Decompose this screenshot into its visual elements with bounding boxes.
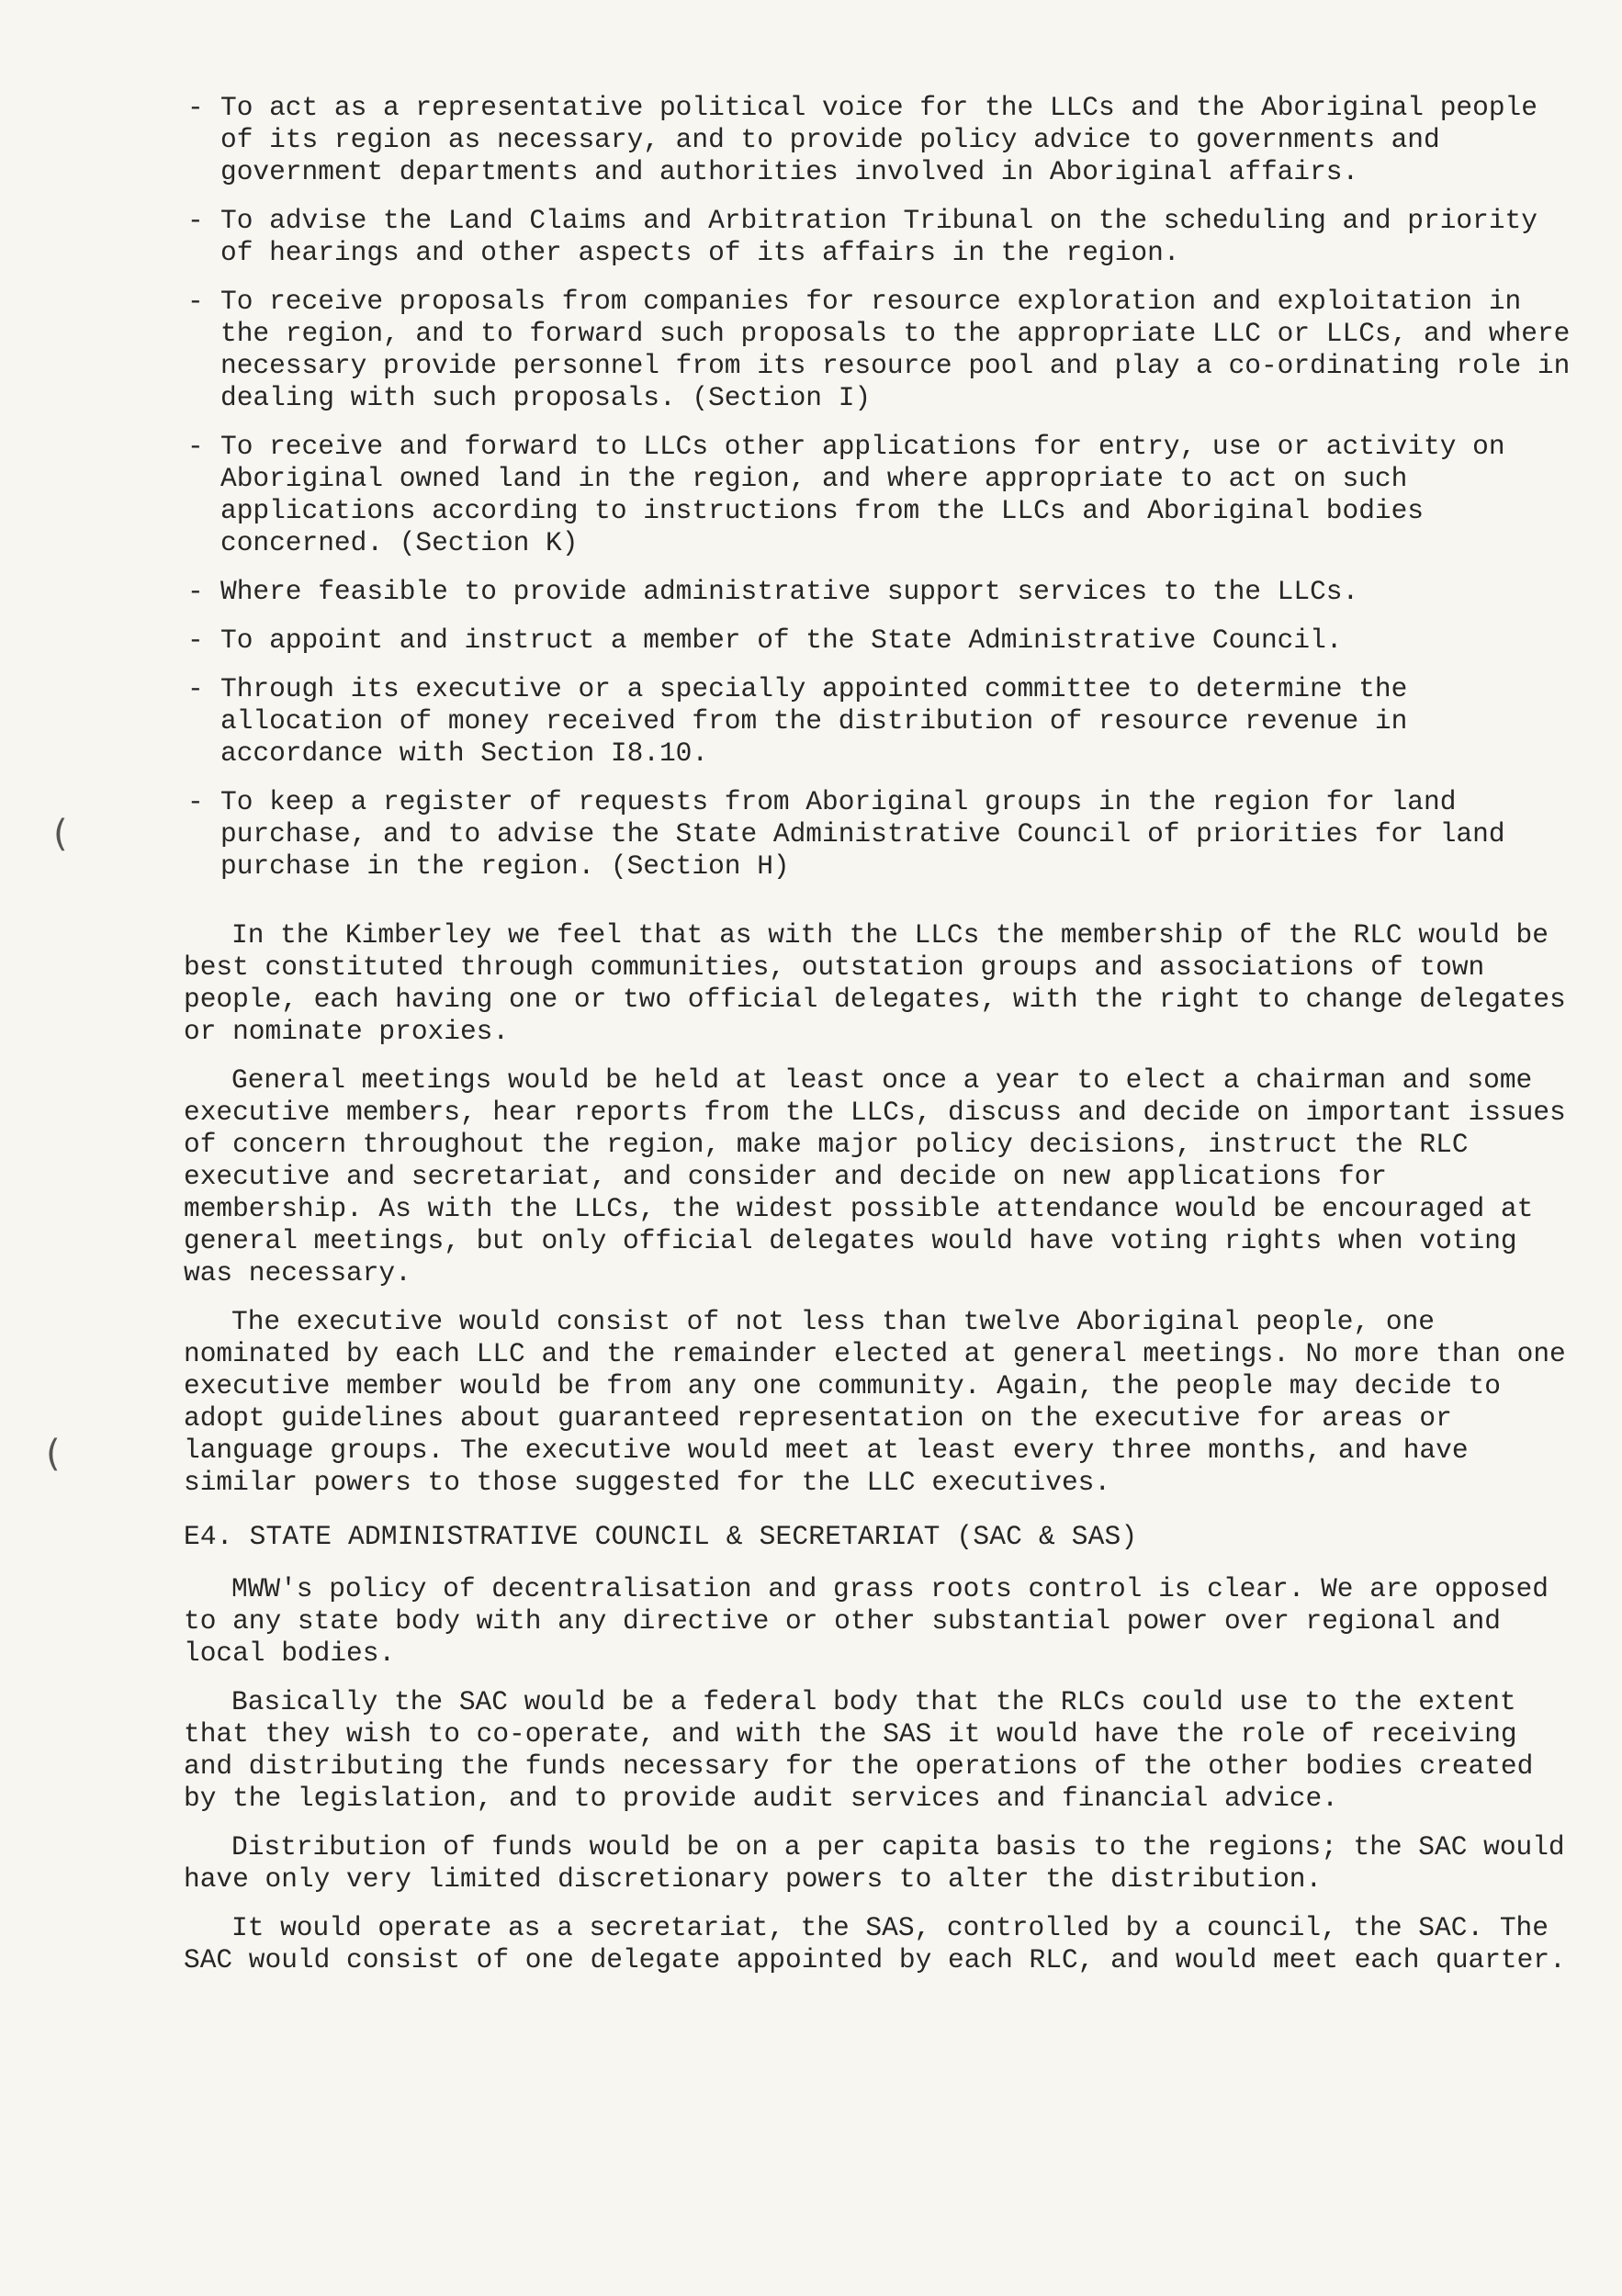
rlc-executive-paragraph: The executive would consist of not less than twelve Aboriginal people, one nominated by each LLC and the remainder elected at general meetings. No more than one executive member would be from any one community. Again, the people may decide to adopt guidelines about guaranteed representation on the executive for areas or language groups. The executive would meet at least every three months, and have similar powers to those suggested for the LLC executives.	[184, 1306, 1566, 1498]
list-item-text: To receive and forward to LLCs other applications for entry, use or activity on Aboriginal owned land in the region, and where appropriate to act on such applications according to instructions from the LLCs and Aboriginal bodies concerned. (Section K)	[220, 431, 1505, 558]
sac-role-paragraph: Basically the SAC would be a federal body that the RLCs could use to the extent that they wish to co-operate, and with the SAS it would have the role of receiving and distributing the funds necessary for the operations of the other bodies created by the legislation, and to provide audit services and financial advice.	[184, 1686, 1534, 1814]
list-item	[184, 431, 1580, 559]
sac-policy-paragraph: MWW's policy of decentralisation and grass roots control is clear. We are opposed to any state body with any directive or other substantial power over regional and local bodies.	[184, 1573, 1549, 1669]
list-item	[184, 576, 1580, 608]
margin-bracket-mark: (	[46, 1433, 61, 1475]
margin-bracket-mark: (	[53, 813, 68, 855]
list-item-text: To keep a register of requests from Aboriginal groups in the region for land purchase, and to advise the State Administrative Council of priorities for land purchase in the region. (Section H)	[220, 786, 1505, 882]
bullet-dash: -	[187, 286, 204, 317]
list-item	[184, 625, 1580, 657]
list-item	[184, 786, 1580, 883]
list-item-text: To advise the Land Claims and Arbitration Tribunal on the scheduling and priority of hearings and other aspects of its affairs in the region.	[220, 205, 1538, 268]
bullet-dash: -	[187, 92, 204, 123]
bullet-dash: -	[187, 625, 204, 656]
rlc-general-meetings-paragraph: General meetings would be held at least once a year to elect a chairman and some executive members, hear reports from the LLCs, discuss and decide on important issues of concern throughout the region, make major policy decisions, instruct the RLC executive and secretariat, and consider and decide on new applications for membership. As with the LLCs, the widest possible attendance would be encouraged at general meetings, but only official delegates would have voting rights when voting was necessary.	[184, 1064, 1566, 1289]
list-item	[184, 673, 1580, 770]
bullet-dash: -	[187, 786, 204, 817]
section-heading: E4. STATE ADMINISTRATIVE COUNCIL & SECRETARIAT (SAC & SAS)	[184, 1521, 1138, 1552]
spacer	[184, 899, 1580, 919]
bullet-dash: -	[187, 673, 204, 704]
sac-distribution-paragraph: Distribution of funds would be on a per capita basis to the regions; the SAC would have only very limited discretionary powers to alter the distribution.	[184, 1831, 1565, 1895]
list-item-text: To act as a representative political voice for the LLCs and the Aboriginal people of its region as necessary, and to provide policy advice to governments and government departments and authorities involved in Aboriginal affairs.	[220, 92, 1538, 187]
list-item-text: To appoint and instruct a member of the State Administrative Council.	[220, 625, 1343, 656]
list-item-text: To receive proposals from companies for resource exploration and exploitation in the region, and to forward such proposals to the appropriate LLC or LLCs, and where necessary provide personnel from its resource pool and play a co-ordinating role in dealing with such proposals. (Section I)	[220, 286, 1571, 413]
list-item	[184, 205, 1580, 269]
list-item	[184, 286, 1580, 414]
rlc-membership-paragraph: In the Kimberley we feel that as with the LLCs the membership of the RLC would be best constituted through communities, outstation groups and associations of town people, each having one or two official delegates, with the right to change delegates or nominate proxies.	[184, 919, 1566, 1047]
list-item-text: Where feasible to provide administrative support services to the LLCs.	[220, 576, 1359, 607]
list-item	[184, 92, 1580, 188]
sac-operation-paragraph: It would operate as a secretariat, the SAS, controlled by a council, the SAC. The SAC would consist of one delegate appointed by each RLC, and would meet each quarter.	[184, 1912, 1566, 1975]
bullet-dash: -	[187, 576, 204, 607]
bullet-dash: -	[187, 205, 204, 236]
bullet-dash: -	[187, 431, 204, 462]
document-body	[184, 92, 1580, 1993]
list-item-text: Through its executive or a specially appointed committee to determine the allocation of money received from the distribution of resource revenue in accordance with Section I8.10.	[220, 673, 1408, 769]
function-list	[184, 92, 1580, 883]
